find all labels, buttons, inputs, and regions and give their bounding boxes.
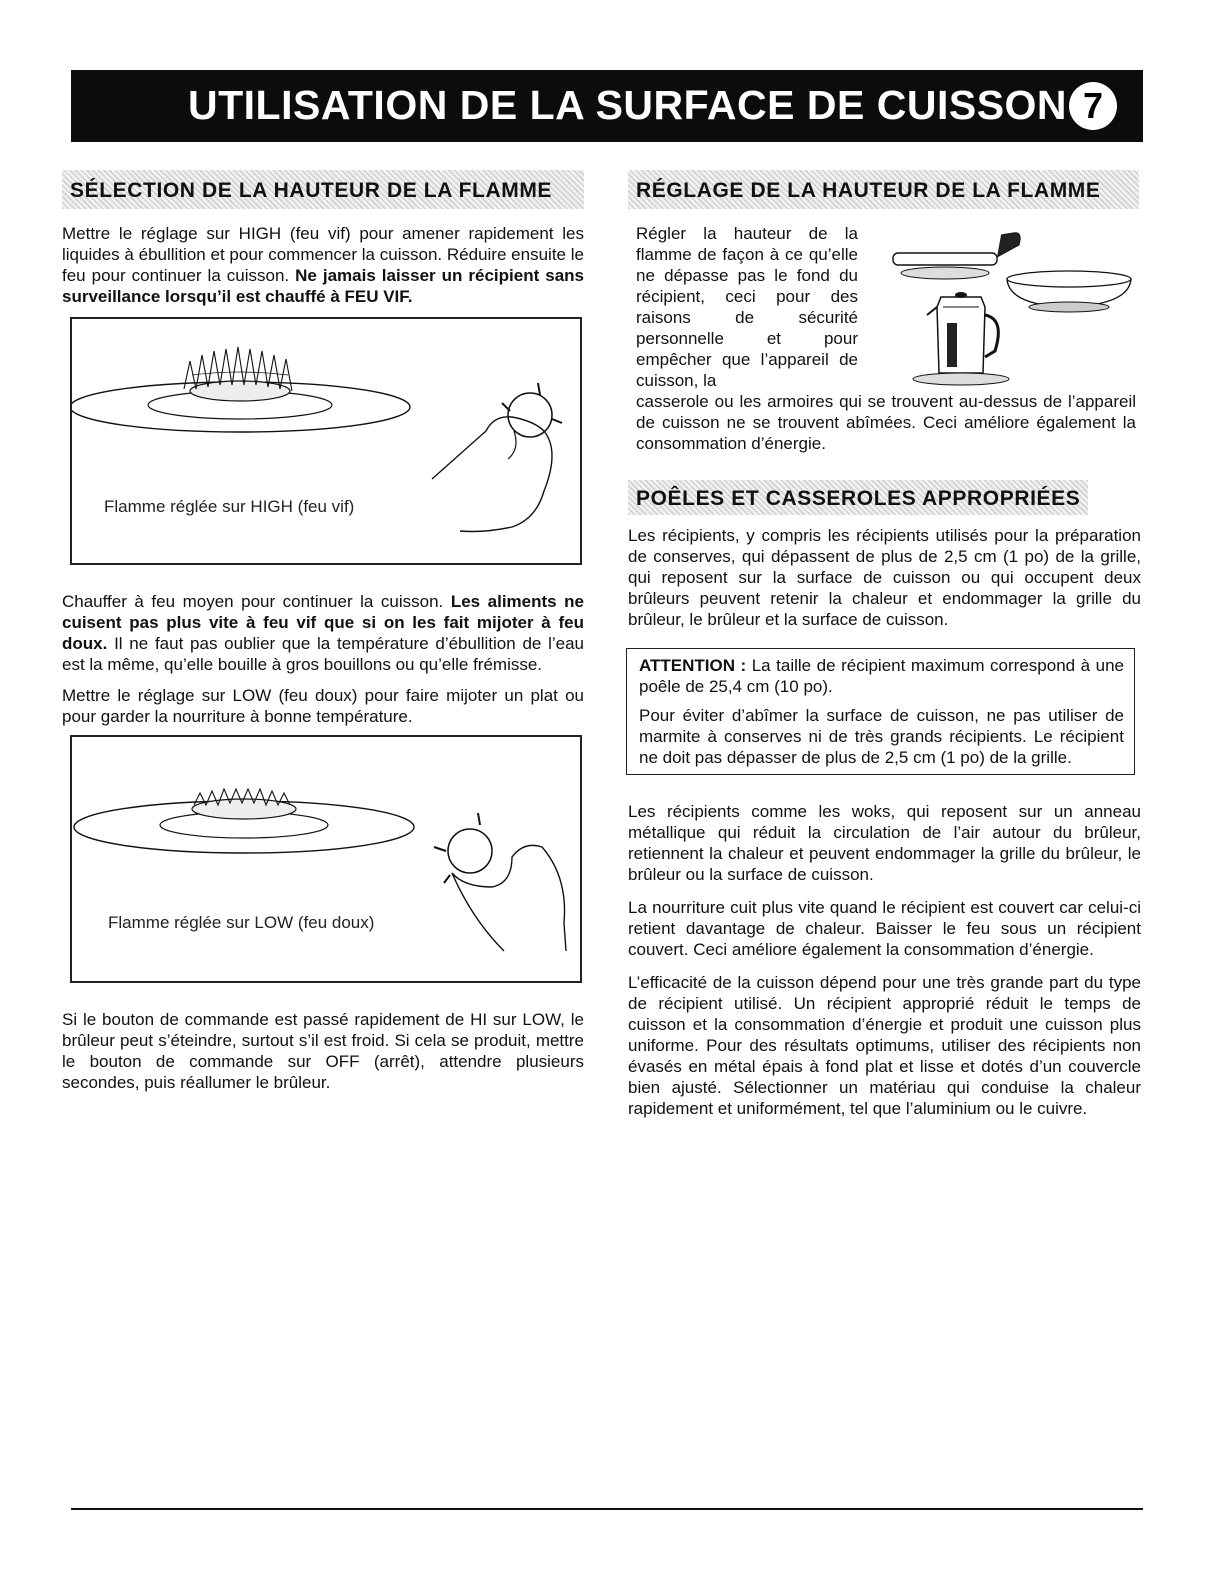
page-title: UTILISATION DE LA SURFACE DE CUISSON [188, 82, 1068, 128]
flame-selection-warning: Ne jamais laisser un récipient sans surveillance lorsqu’il est chauffé à FEU VIF. [62, 266, 584, 306]
attention-max-size [639, 655, 1124, 697]
figure-low-flame [70, 735, 582, 983]
heading-cookware-wrapper [628, 480, 1141, 515]
wok-paragraph: Les récipients comme les woks, qui reposent sur un anneau métallique qui réduit la circulation de l’air autour du brûleur, retiennent la chaleur et peuvent endommager la grille du brûleur, le brûleur ou la surface de cuisson. [628, 802, 1141, 884]
flame-adjustment-block [636, 223, 1141, 454]
left-column [62, 170, 584, 1093]
cookware-on-burners-illustration [889, 223, 1137, 391]
attention-canning-warning: Pour éviter d’abîmer la surface de cuisson, ne pas utiliser de marmite à conserves ni de très grands récipients. Le récipient ne doit pas dépasser de plus de 2,5 cm (1 po) de la grille. [639, 706, 1124, 767]
low-flame-illustration [72, 737, 580, 981]
high-flame-caption: Flamme réglée sur HIGH (feu vif) [104, 497, 355, 516]
page-header-banner [71, 70, 1143, 142]
footer-rule [71, 1508, 1143, 1510]
cooking-efficiency-paragraph: L’efficacité de la cuisson dépend pour une très grande part du type de récipient utilisé. Un récipient approprié réduit le temps de cuisson et la consommation d’énergie et produit une cuisson plus uniforme. Pour des résultats optimums, utiliser des récipients non évasés en métal épais à fond plat et lisse et dotés d’un couvercle bien ajusté. Sélectionner un matériau qui conduise la chaleur rapidement et uniformément, tel que l’aluminium ou le cuivre. [628, 973, 1141, 1118]
attention-max-size-text: La taille de récipient maximum correspond à une poêle de 25,4 cm (10 po). [639, 656, 1124, 696]
figure-high-flame [70, 317, 582, 565]
right-column [628, 170, 1141, 1119]
heading-appropriate-cookware: POÊLES ET CASSEROLES APPROPRIÉES [628, 480, 1088, 515]
heading-flame-adjustment: RÉGLAGE DE LA HAUTEUR DE LA FLAMME [628, 170, 1139, 209]
high-flame-illustration [72, 319, 580, 563]
medium-heat-text: Chauffer à feu moyen pour continuer la cuisson. [62, 592, 451, 611]
attention-label: ATTENTION : [639, 656, 747, 675]
cookware-size-paragraph: Les récipients, y compris les récipients utilisés pour la préparation de conserves, qui dépassent de plus de 2,5 cm (1 po) de la grille, qui reposent sur la surface de cuisson ou qui occupent deux brûleurs peuvent retenir la chaleur et endommager la grille du brûleur, le brûleur et la surface de cuisson. [628, 526, 1141, 629]
section-number-badge: 7 [1069, 82, 1117, 130]
flame-selection-text: Mettre le réglage sur HIGH (feu vif) pour amener rapidement les liquides à ébullition et pour commencer la cuisson. Réduire ensuite le feu pour continuer la cuisson. [62, 224, 584, 285]
covered-pot-paragraph: La nourriture cuit plus vite quand le récipient est couvert car celui-ci retient davantage de chaleur. Baisser le feu sous un récipient couvert. Ceci améliore également la consommation d’énergie. [628, 898, 1141, 959]
low-setting-paragraph: Mettre le réglage sur LOW (feu doux) pour faire mijoter un plat ou pour garder la nourriture à bonne température. [62, 686, 584, 726]
attention-callout-box [626, 648, 1135, 775]
medium-heat-text-cont: Il ne faut pas oublier que la température d’ébullition de l’eau est la même, qu’elle bouille à gros bouillons ou qu’elle frémisse. [62, 634, 584, 674]
heading-flame-selection: SÉLECTION DE LA HAUTEUR DE LA FLAMME [62, 170, 584, 209]
low-flame-caption: Flamme réglée sur LOW (feu doux) [108, 913, 375, 932]
medium-heat-paragraph [62, 591, 584, 675]
burner-off-paragraph: Si le bouton de commande est passé rapidement de HI sur LOW, le brûleur peut s’éteindre, surtout s’il est froid. Si cela se produit, mettre le bouton de commande sur OFF (arrêt), attendre plusieurs secondes, puis réallumer le brûleur. [62, 1010, 584, 1092]
flame-adjustment-text-full: casserole ou les armoires qui se trouvent au-dessus de l’appareil de cuisson ne se trouvent abîmées. Ceci améliore également la consommation d’énergie. [636, 392, 1136, 453]
flame-adjustment-text-wrapped: Régler la hauteur de la flamme de façon à ce qu’elle ne dépasse pas le fond du récipient, ceci pour des raisons de sécurité personnelle et pour empêcher que l’appareil de cuisson, la [636, 224, 858, 390]
flame-selection-paragraph [62, 223, 584, 307]
medium-heat-emphasis: Les aliments ne cuisent pas plus vite à feu vif que si on les fait mijoter à feu doux. [62, 592, 584, 653]
